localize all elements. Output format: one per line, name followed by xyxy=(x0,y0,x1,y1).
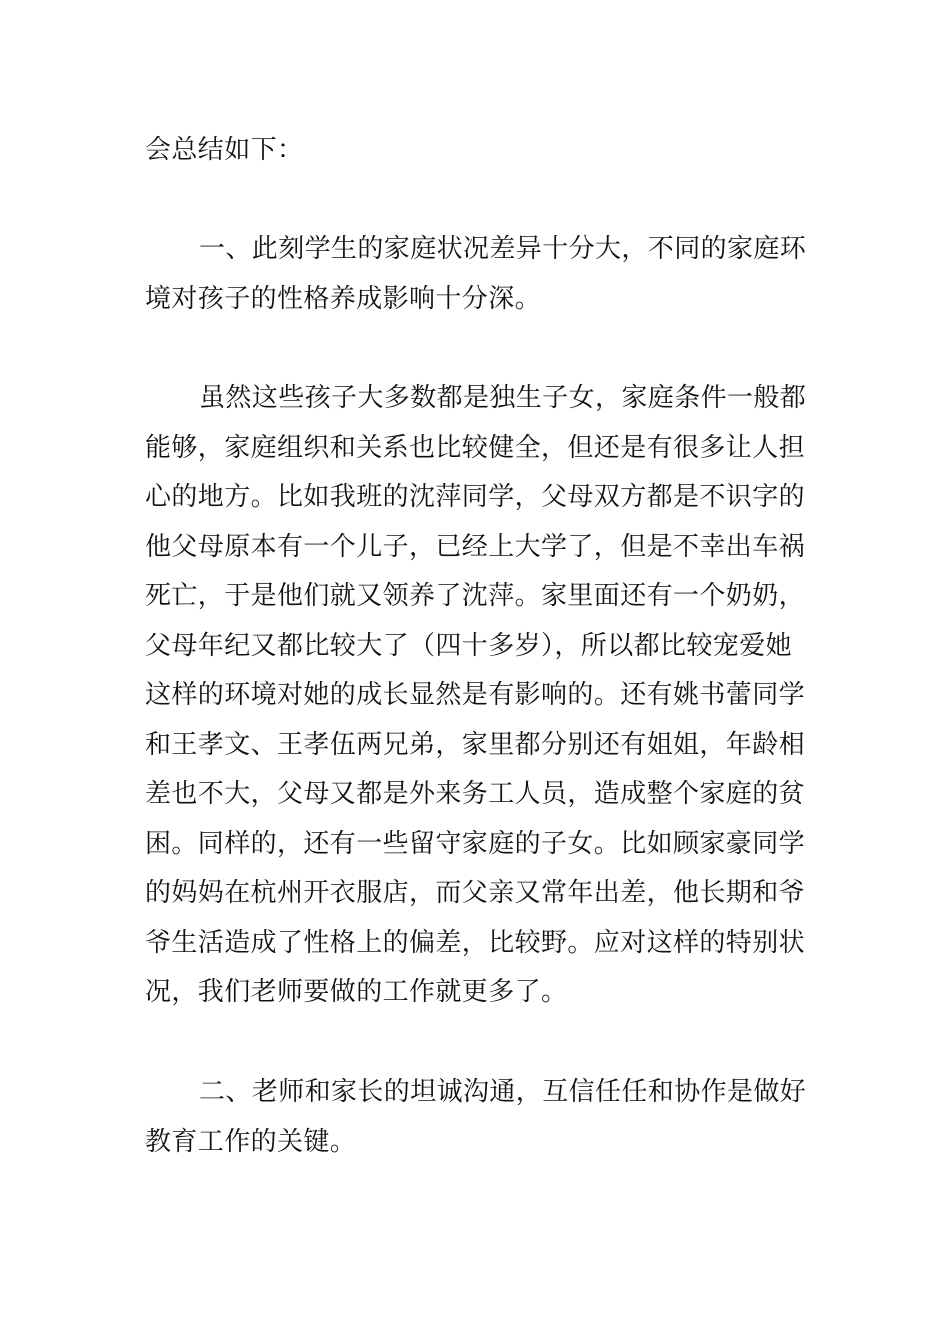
paragraph-line-7: 这样的环境对她的成长显然是有影响的。还有姚书蕾同学 xyxy=(145,680,806,710)
section-two-line-1: 二、老师和家长的坦诚沟通，互信任任和协作是做好 xyxy=(199,1077,807,1107)
intro-line: 会总结如下： xyxy=(145,135,304,165)
paragraph-line-10: 困。同样的，还有一些留守家庭的子女。比如顾家豪同学 xyxy=(145,828,806,859)
paragraph-line-1: 虽然这些孩子大多数都是独生子女，家庭条件一般都 xyxy=(199,383,807,413)
paragraph-line-4: 他父母原本有一个儿子，已经上大学了，但是不幸出车祸 xyxy=(145,531,806,562)
intro-paragraph xyxy=(145,126,807,176)
section-one-line-1: 一、此刻学生的家庭状况差异十分大，不同的家庭环 xyxy=(199,234,807,264)
paragraph-line-2: 能够，家庭组织和关系也比较健全，但还是有很多让人担 xyxy=(145,432,806,463)
section-one-line-2: 境对孩子的性格养成影响十分深。 xyxy=(145,283,542,314)
section-one-heading xyxy=(145,225,807,324)
paragraph-line-13: 况，我们老师要做的工作就更多了。 xyxy=(145,977,568,1007)
paragraph-line-9: 差也不大，父母又都是外来务工人员，造成整个家庭的贫 xyxy=(145,779,806,809)
paragraph-line-8: 和王孝文、王孝伍两兄弟，家里都分别还有姐姐，年龄相 xyxy=(145,729,806,760)
paragraph-line-3: 心的地方。比如我班的沈萍同学，父母双方都是不识字的 xyxy=(145,482,806,512)
section-two-heading xyxy=(145,1068,807,1167)
paragraph-line-5: 死亡，于是他们就又领养了沈萍。家里面还有一个奶奶， xyxy=(145,581,806,611)
section-two-line-2: 教育工作的关键。 xyxy=(145,1126,357,1157)
paragraph-line-6: 父母年纪又都比较大了（四十多岁），所以都比较宠爱她 xyxy=(145,630,793,661)
paragraph-line-12: 爷生活造成了性格上的偏差，比较野。应对这样的特别状 xyxy=(145,927,806,958)
family-situation-paragraph xyxy=(145,374,807,1018)
paragraph-line-11: 的妈妈在杭州开衣服店，而父亲又常年出差，他长期和爷 xyxy=(145,878,806,908)
